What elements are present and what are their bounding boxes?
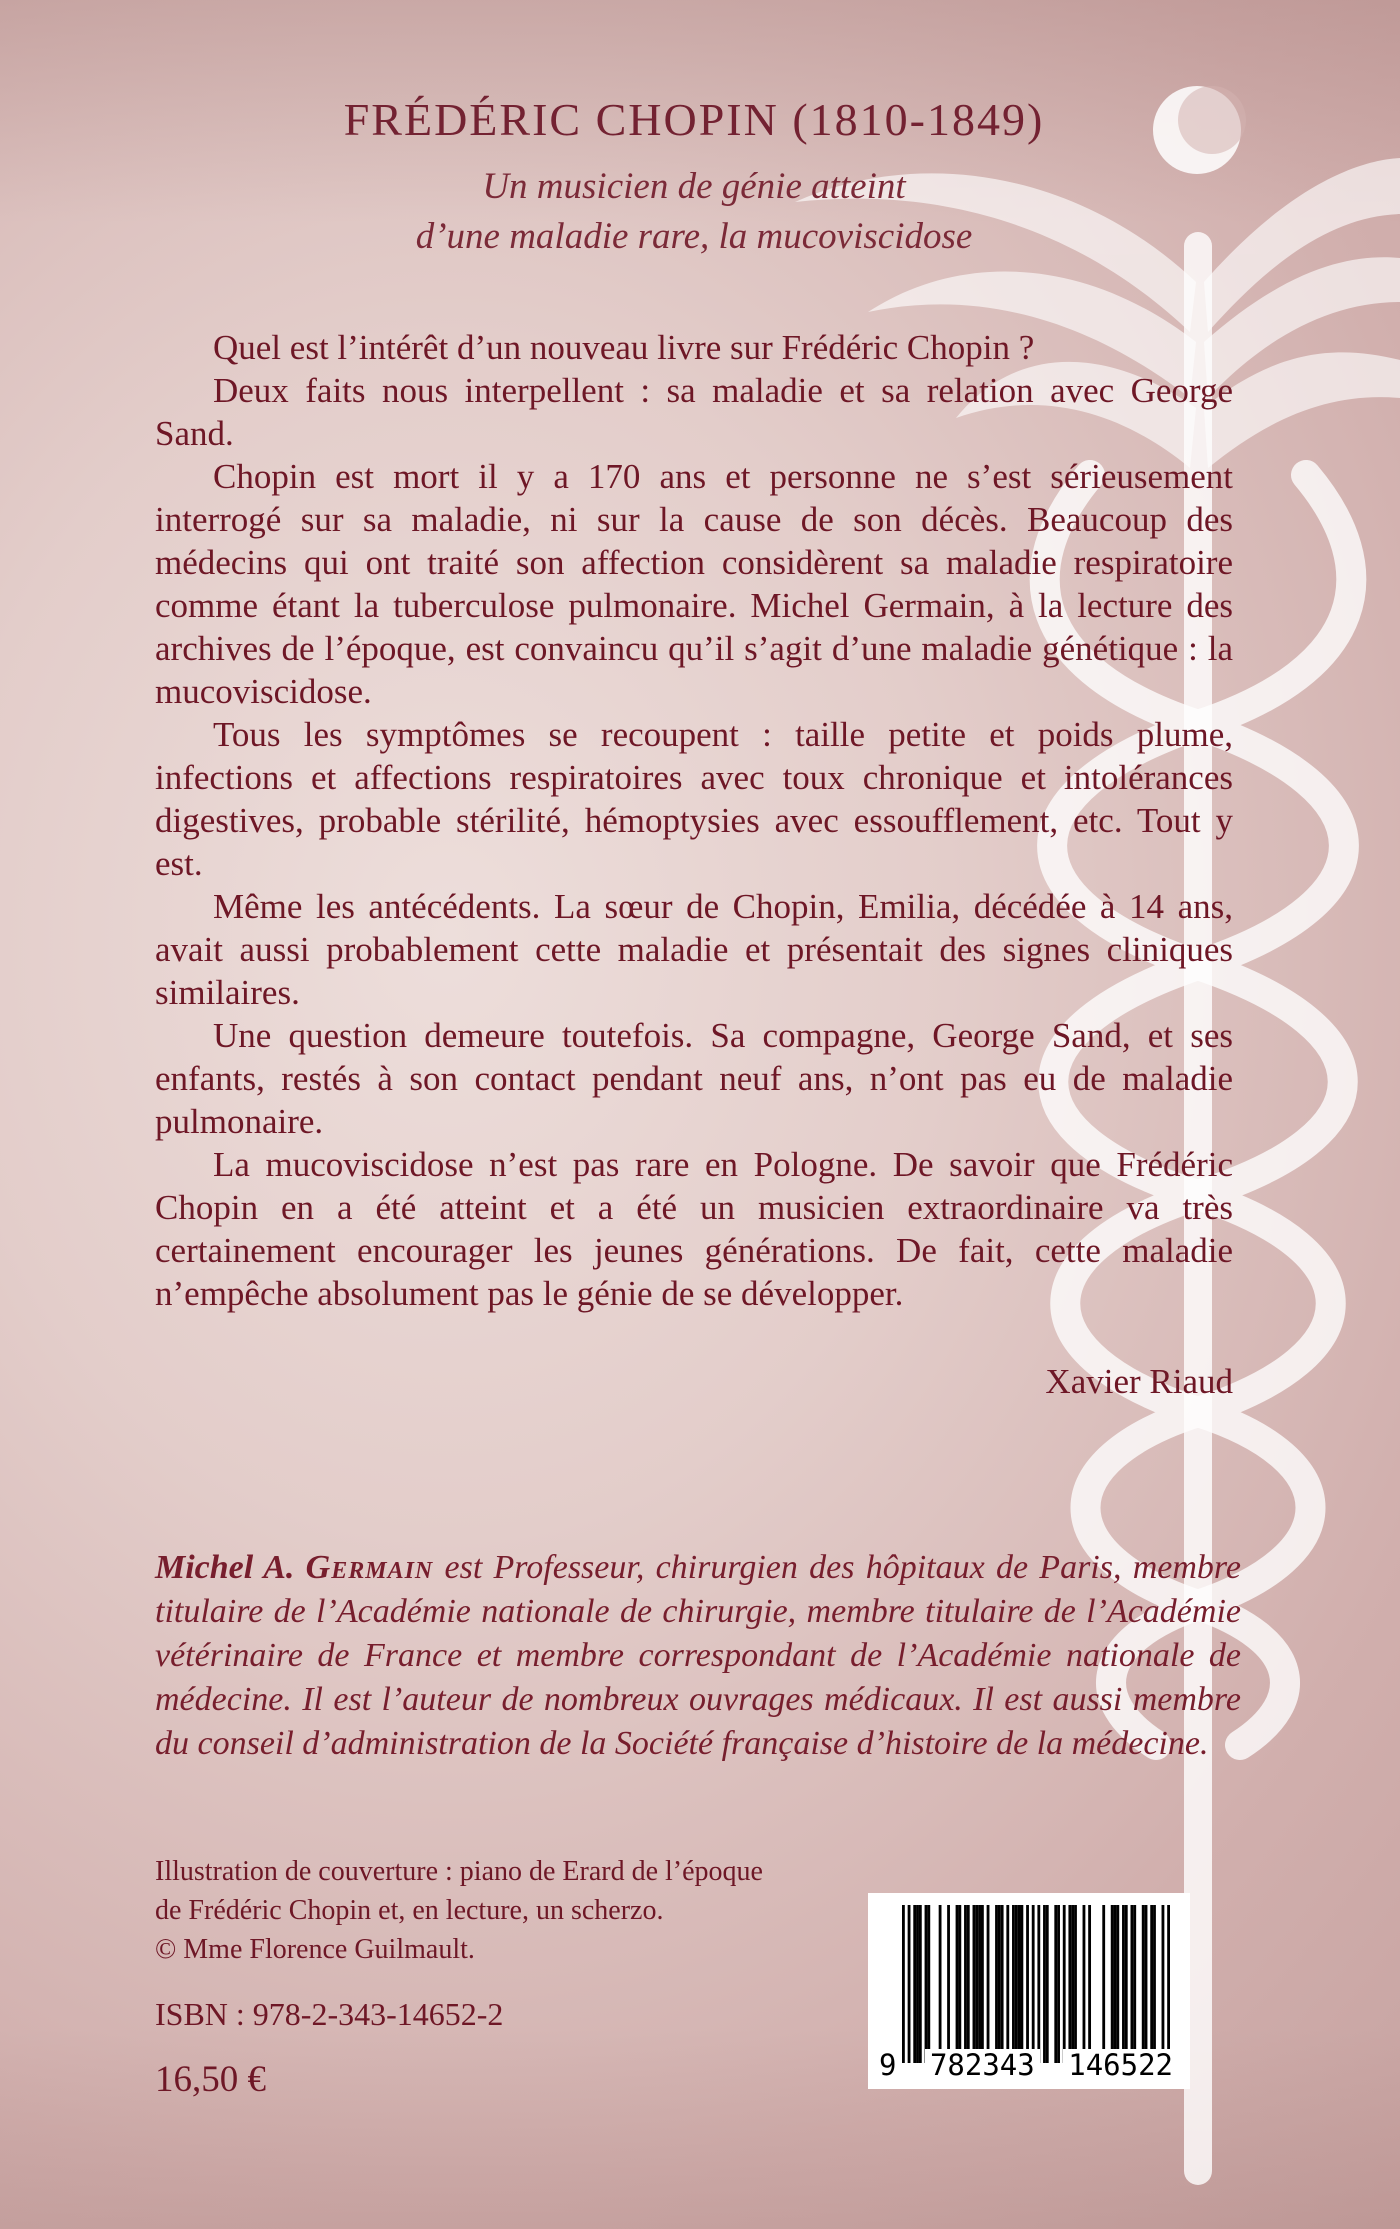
barcode-digit-group2: 782343	[925, 2049, 1040, 2081]
synopsis	[155, 326, 1233, 1315]
synopsis-paragraph-5: Même les antécédents. La sœur de Chopin, Emilia, décédée à 14 ans, avait aussi probablement cette maladie et présentait des signes cliniques similaires.	[155, 887, 1233, 1012]
price-label: 16,50 €	[155, 2059, 266, 2100]
book-subtitle-line1: Un musicien de génie atteint	[482, 166, 906, 207]
author-signature: Xavier Riaud	[1045, 1362, 1233, 1401]
barcode-bars	[902, 1905, 1170, 2063]
credits-line3: © Mme Florence Guilmault.	[155, 1934, 475, 1965]
barcode	[868, 1893, 1190, 2089]
barcode-digit-group3: 146522	[1063, 2049, 1178, 2081]
book-title: FRÉDÉRIC CHOPIN (1810-1849)	[343, 94, 1045, 145]
bio-text: est Professeur, chirurgien des hôpitaux de Paris, membre titulaire de l’Académie nationale de chirurgie, membre titulaire de l’Académie vétérinaire de France et membre correspondant de l’Académie nationale de médecine. Il est l’auteur de nombreux ouvrages médicaux. Il est aussi membre du conseil d’administration de la Société française d’histoire de la médecine.	[155, 1549, 1241, 1762]
cover-illustration-credits	[155, 1852, 763, 1969]
book-subtitle-line2: d’une maladie rare, la mucoviscidose	[415, 216, 973, 257]
bio-author-name-first: Michel A.	[155, 1549, 306, 1586]
credits-line1: Illustration de couverture : piano de Erard de l’époque	[155, 1856, 763, 1887]
barcode-digit-group1: 9	[874, 2049, 901, 2081]
synopsis-paragraph-6: Une question demeure toutefois. Sa compagne, George Sand, et ses enfants, restés à son contact pendant neuf ans, n’ont pas eu de maladie pulmonaire.	[155, 1016, 1233, 1141]
synopsis-paragraph-1: Quel est l’intérêt d’un nouveau livre sur Frédéric Chopin ?	[213, 328, 1035, 367]
synopsis-paragraph-2: Deux faits nous interpellent : sa maladie et sa relation avec George Sand.	[155, 371, 1233, 453]
isbn-label: ISBN : 978-2-343-14652-2	[155, 1996, 504, 2032]
book-subtitle	[155, 162, 1233, 262]
synopsis-paragraph-4: Tous les symptômes se recoupent : taille petite et poids plume, infections et affections respiratoires avec toux chronique et intolérances digestives, probable stérilité, hémoptysies avec essoufflement, etc. Tout y est.	[155, 715, 1233, 883]
synopsis-paragraph-7: La mucoviscidose n’est pas rare en Pologne. De savoir que Frédéric Chopin en a été atteint et a été un musicien extraordinaire va très certainement encourager les jeunes générations. De fait, cette maladie n’empêche absolument pas le génie de se développer.	[155, 1145, 1233, 1313]
bio-author-name-last: Germain	[305, 1549, 434, 1586]
title-block	[155, 92, 1233, 262]
barcode-number	[874, 2049, 1178, 2081]
author-bio	[155, 1546, 1241, 1766]
synopsis-paragraph-3: Chopin est mort il y a 170 ans et personne ne s’est sérieusement interrogé sur sa maladie, ni sur la cause de son décès. Beaucoup des médecins qui ont traité son affection considèrent sa maladie respiratoire comme étant la tuberculose pulmonaire. Michel Germain, à la lecture des archives de l’époque, est convaincu qu’il s’agit d’une maladie génétique : la mucoviscidose.	[155, 457, 1233, 711]
credits-line2: de Frédéric Chopin et, en lecture, un scherzo.	[155, 1895, 664, 1926]
